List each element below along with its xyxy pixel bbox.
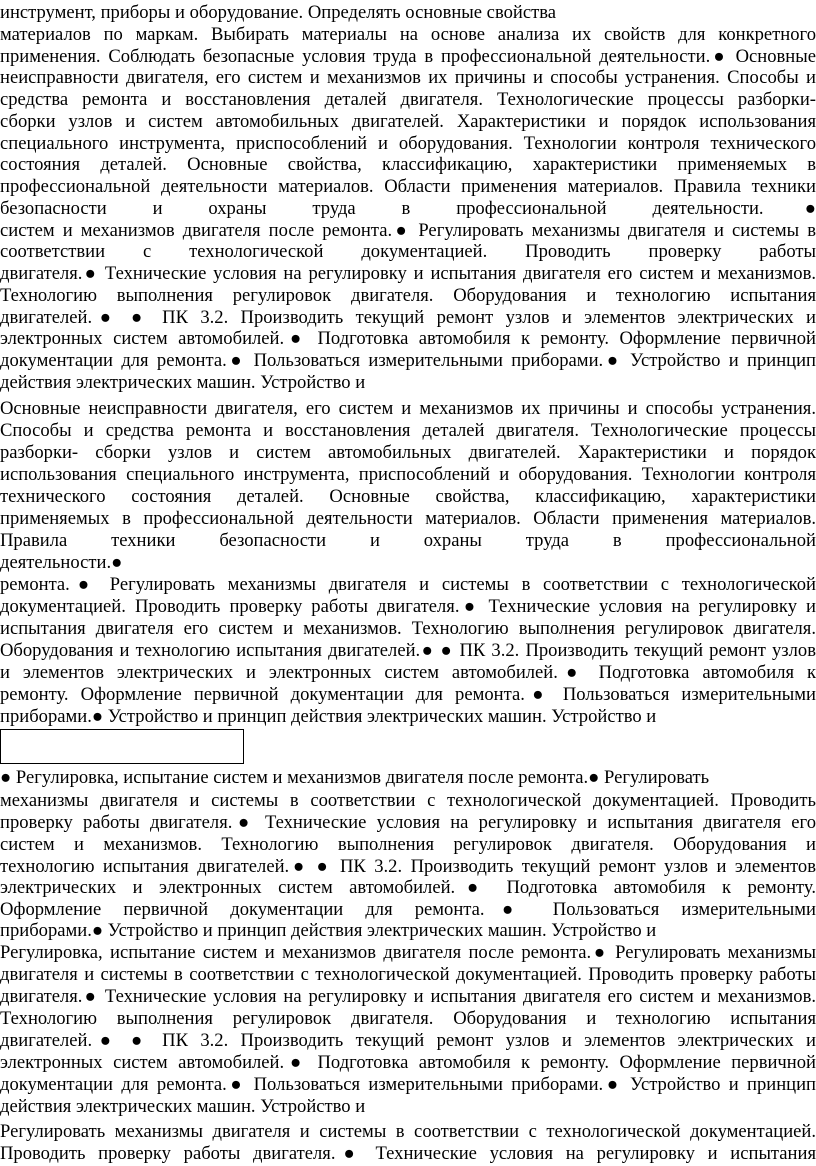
text-line: средства ремонта и восстановления деталей двигателя. Технологические процессы разборки-	[0, 89, 816, 110]
text-line: разборки- сборки узлов и систем автомобильных двигателей. Характеристики и порядок	[0, 442, 816, 463]
text-line: Оформление первичной документации для ремонта.● Пользоваться измерительными	[0, 899, 816, 920]
empty-frame	[0, 729, 244, 764]
text-line: документации для ремонта.● Пользоваться измерительными приборами.● Устройство и принцип	[0, 350, 816, 371]
text-line: сборки узлов и систем автомобильных двигателей. Характеристики и порядок использования	[0, 111, 816, 132]
text-line: материалов по маркам. Выбирать материалы на основе анализа их свойств для конкретного	[0, 24, 816, 45]
text-line: деятельности.●	[0, 552, 123, 573]
text-line: электрических и электронных систем автомобилей.● Подготовка автомобиля к ремонту.	[0, 877, 816, 898]
text-line: ремонту. Оформление первичной документации для ремонта.● Пользоваться измерительными	[0, 684, 816, 705]
text-line: двигателя.● Технические условия на регулировку и испытания двигателя его систем и механизмов.	[0, 263, 816, 284]
text-line: ремонта.● Регулировать механизмы двигателя и системы в соответствии с технологической	[0, 574, 816, 595]
text-line: действия электрических машин. Устройство и	[0, 372, 366, 393]
text-line: Основные неисправности двигателя, его систем и механизмов их причины и способы устранения.	[0, 398, 816, 419]
text-line: ● Регулировка, испытание систем и механизмов двигателя после ремонта.● Регулировать	[0, 767, 710, 788]
text-line: документацией. Проводить проверку работы двигателя.● Технические условия на регулировку и	[0, 596, 816, 617]
text-line: Технологию выполнения регулировок двигателя. Оборудования и технологию испытания	[0, 1008, 816, 1029]
text-line: действия электрических машин. Устройство и	[0, 1096, 366, 1117]
text-line: Способы и средства ремонта и восстановления деталей двигателя. Технологические процессы	[0, 420, 816, 441]
text-line: двигателей.● ● ПК 3.2. Производить текущий ремонт узлов и элементов электрических и	[0, 1030, 816, 1051]
text-line: проверку работы двигателя.● Технические условия на регулировку и испытания двигателя его	[0, 812, 816, 833]
text-line: профессиональной деятельности материалов. Области применения материалов. Правила техники	[0, 176, 816, 197]
text-line: состояния деталей. Основные свойства, классификацию, характеристики применяемых в	[0, 154, 816, 175]
text-line: двигателей.● ● ПК 3.2. Производить текущий ремонт узлов и элементов электрических и	[0, 307, 816, 328]
text-line: Правила техники безопасности и охраны труда в профессиональной	[0, 530, 816, 551]
text-line: систем и механизмов двигателя после ремонта.● Регулировать механизмы двигателя и системы в	[0, 220, 816, 241]
text-line: Проводить проверку работы двигателя.● Технические условия на регулировку и испытания	[0, 1143, 816, 1164]
text-line: приборами.● Устройство и принцип действия электрических машин. Устройство и	[0, 920, 657, 941]
text-line: документации для ремонта.● Пользоваться измерительными приборами.● Устройство и принцип	[0, 1074, 816, 1095]
text-line: Регулировка, испытание систем и механизмов двигателя после ремонта.● Регулировать механизмы	[0, 942, 816, 963]
text-line: специального инструмента, приспособлений и оборудования. Технологии контроля технического	[0, 133, 816, 154]
text-line: инструмент, приборы и оборудование. Определять основные свойства	[0, 2, 557, 23]
text-line: испытания двигателя его систем и механизмов. Технологию выполнения регулировок двигателя.	[0, 618, 816, 639]
text-line: неисправности двигателя, его систем и механизмов их причины и способы устранения. Способы и	[0, 67, 816, 88]
text-line: Регулировать механизмы двигателя и системы в соответствии с технологической документацией.	[0, 1121, 816, 1142]
text-line: двигателя.● Технические условия на регулировку и испытания двигателя его систем и механизмов.	[0, 986, 816, 1007]
text-line: применения. Соблюдать безопасные условия труда в профессиональной деятельности.● Основные	[0, 46, 816, 67]
text-line: Технологию выполнения регулировок двигателя. Оборудования и технологию испытания	[0, 285, 816, 306]
text-line: электронных систем автомобилей.● Подготовка автомобиля к ремонту. Оформление первичной	[0, 1052, 816, 1073]
text-line: технологию испытания двигателей.● ● ПК 3.2. Производить текущий ремонт узлов и элементов	[0, 856, 816, 877]
text-line: технического состояния деталей. Основные свойства, классификацию, характеристики	[0, 486, 816, 507]
text-line: двигателя и системы в соответствии с технологической документацией. Проводить проверку работы	[0, 964, 816, 985]
text-line: использования специального инструмента, приспособлений и оборудования. Технологии контроля	[0, 464, 816, 485]
text-line: Оборудования и технологию испытания двигателей.● ● ПК 3.2. Производить текущий ремонт узлов	[0, 640, 816, 661]
text-line: механизмы двигателя и системы в соответствии с технологической документацией. Проводить	[0, 790, 816, 811]
text-line: электронных систем автомобилей.● Подготовка автомобиля к ремонту. Оформление первичной	[0, 328, 816, 349]
text-line: применяемых в профессиональной деятельности материалов. Области применения материалов.	[0, 508, 816, 529]
text-line: безопасности и охраны труда в профессиональной деятельности.●	[0, 198, 816, 219]
text-line: систем и механизмов. Технологию выполнения регулировок двигателя. Оборудования и	[0, 834, 816, 855]
text-line: приборами.● Устройство и принцип действия электрических машин. Устройство и	[0, 706, 657, 727]
text-line: и элементов электрических и электронных систем автомобилей.● Подготовка автомобиля к	[0, 662, 816, 683]
text-line: соответствии с технологической документацией. Проводить проверку работы	[0, 241, 816, 262]
